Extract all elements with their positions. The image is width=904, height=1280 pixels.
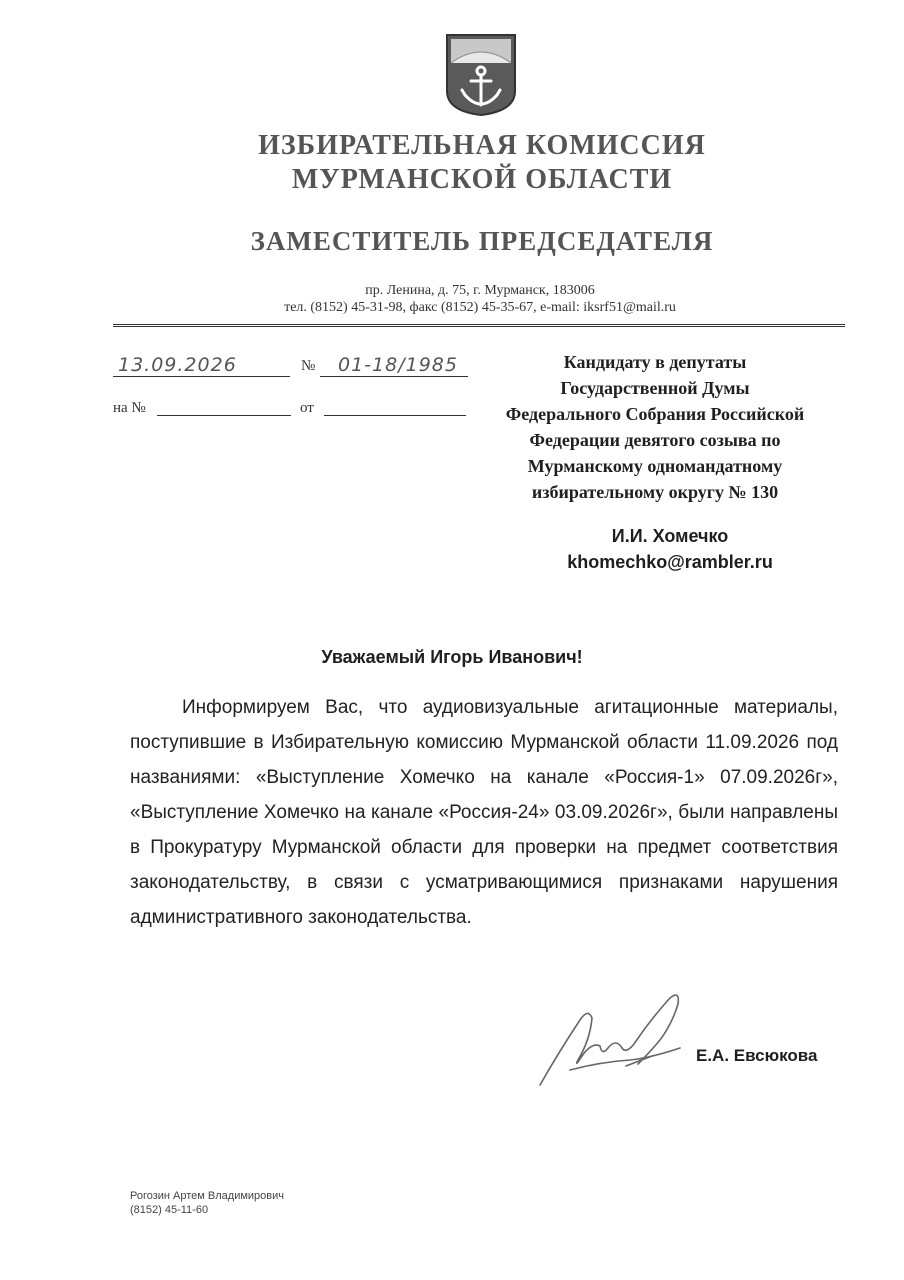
header-divider bbox=[113, 324, 845, 327]
number-label: № bbox=[301, 358, 316, 374]
coat-of-arms-icon bbox=[445, 33, 517, 117]
organization-name-line1: ИЗБИРАТЕЛЬНАЯ КОМИССИЯ bbox=[258, 130, 706, 161]
outgoing-number: 01-18/1985 bbox=[338, 354, 458, 376]
recipient-line: Государственной Думы bbox=[560, 378, 750, 398]
outgoing-date: 13.09.2026 bbox=[118, 354, 237, 376]
ref-number-label: на № bbox=[113, 400, 146, 416]
recipient-block bbox=[470, 349, 840, 505]
salutation: Уважаемый Игорь Иванович! bbox=[321, 647, 583, 667]
ref-date-line bbox=[324, 393, 466, 416]
ref-number-line bbox=[157, 393, 291, 416]
executor-name: Рогозин Артем Владимирович bbox=[130, 1190, 285, 1202]
recipient-line: Федерации девятого созыва по bbox=[529, 430, 781, 450]
handwritten-signature-icon bbox=[530, 990, 690, 1095]
recipient-line: Федерального Собрания Российской bbox=[505, 404, 805, 424]
ref-date-label: от bbox=[300, 400, 314, 416]
recipient-contact bbox=[520, 523, 820, 575]
recipient-line: Мурманскому одномандатному bbox=[527, 456, 783, 476]
recipient-line: Кандидату в депутаты bbox=[563, 352, 747, 372]
recipient-email: khomechko@rambler.ru bbox=[567, 552, 773, 572]
letter-body: Информируем Вас, что аудиовизуальные агитационные материалы, поступившие в Избирательную комиссию Мурманской области 11.09.2026 под названиями: «Выступление Хомечко на канале «Россия-1» 07.09.2026г», «Выступление Хомечко на канале «Россия-24» 03.09.2026г», были направлены в Прокуратуру Мурманской области для проверки на предмет соответствия законодательству, в связи с усматривающимися признаками нарушения административного законодательства. bbox=[130, 697, 838, 928]
contacts-line: тел. (8152) 45-31-98, факс (8152) 45-35-67, e-mail: iksrf51@mail.ru bbox=[284, 300, 676, 315]
signer-name: Е.А. Евсюкова bbox=[696, 1046, 818, 1065]
organization-name-line2: МУРМАНСКОЙ ОБЛАСТИ bbox=[291, 164, 673, 195]
recipient-name: И.И. Хомечко bbox=[611, 526, 729, 546]
position-title: ЗАМЕСТИТЕЛЬ ПРЕДСЕДАТЕЛЯ bbox=[250, 226, 714, 256]
executor-phone: (8152) 45-11-60 bbox=[130, 1204, 209, 1216]
recipient-line: избирательному округу № 130 bbox=[531, 482, 779, 502]
address-line: пр. Ленина, д. 75, г. Мурманск, 183006 bbox=[365, 283, 595, 298]
